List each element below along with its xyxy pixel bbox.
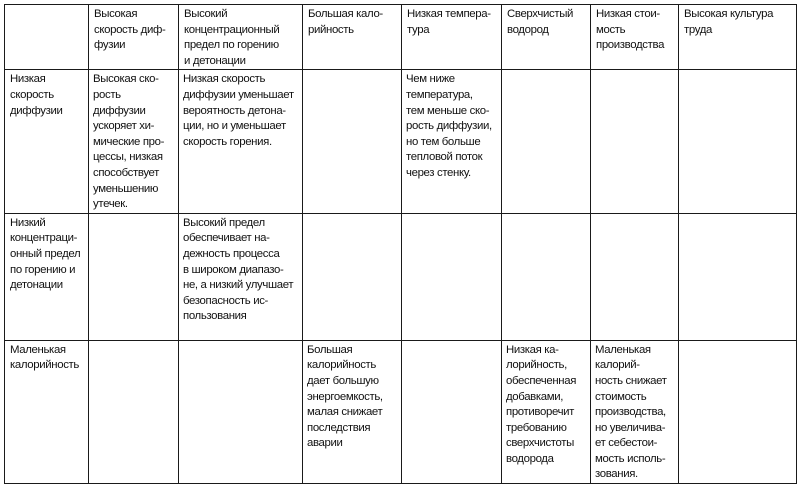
column-header [591, 5, 679, 70]
cell-text: Высокий предел обеспечивает на- дежность процесса в широком диапазо- не, а низкий улучшает безопасность ис- пользования [183, 216, 294, 323]
table-cell [179, 340, 303, 483]
table-cell [502, 213, 591, 340]
table-cell [591, 70, 679, 213]
column-header-text: Высокая культура труда [684, 8, 774, 36]
column-header [303, 5, 402, 70]
cell-text: Высокая ско- рость диффузии ускоряет хи- мические про- цессы, низкая способствует уменьшению утечек. [93, 73, 165, 211]
column-header-text: Высокий концентрационный предел по горению и детонации [184, 8, 280, 67]
table-cell [502, 70, 591, 213]
corner-cell [5, 5, 89, 70]
table-cell [89, 213, 179, 340]
table-row [5, 340, 797, 483]
table-cell [502, 340, 591, 483]
table-cell [89, 70, 179, 213]
table-row [5, 70, 797, 213]
cell-text: Большая калорийность дает большую энергоемкость, малая снижает последствия аварии [307, 343, 383, 450]
table-cell [179, 70, 303, 213]
table-row [5, 213, 797, 340]
table-cell [679, 340, 797, 483]
row-header-text: Низкий концентраци- онный предел по горению и детонации [10, 216, 81, 292]
table-cell [591, 213, 679, 340]
table-cell [679, 213, 797, 340]
table-cell [402, 213, 502, 340]
row-header-text: Маленькая калорийность [10, 343, 80, 372]
column-header [679, 5, 797, 70]
table-cell [179, 213, 303, 340]
column-header-text: Высокая скорость диф- фузии [94, 8, 166, 52]
table-cell [303, 340, 402, 483]
cell-text: Низкая ка- лорийность, обеспеченная добавками, противоречит требованию сверхчистоты водорода [506, 343, 577, 465]
table-cell [303, 70, 402, 213]
cell-text: Чем ниже температура, тем меньше ско- рость диффузии, но тем больше тепловой поток через стенку. [406, 73, 492, 179]
column-header-text: Низкая стои- мость производства [596, 8, 665, 52]
table-cell [402, 340, 502, 483]
table-cell [303, 213, 402, 340]
table-cell [402, 70, 502, 213]
cell-text: Низкая скорость диффузии уменьшает вероятность детона- ции, но и уменьшает скорость горения. [183, 73, 294, 148]
row-header [5, 70, 89, 213]
cell-text: Маленькая калорий- ность снижает стоимость производства, но увеличива- ет себестои- мость исполь- зования. [595, 343, 667, 481]
table-cell [591, 340, 679, 483]
column-header-text: Большая кало- рийность [308, 8, 383, 36]
row-header [5, 340, 89, 483]
row-header-text: Низкая скорость диффузии [10, 73, 63, 117]
column-header [89, 5, 179, 70]
column-header-text: Низкая темпера- тура [407, 8, 491, 36]
column-header [179, 5, 303, 70]
header-row [5, 5, 797, 70]
comparison-matrix-table [4, 4, 797, 484]
column-header [402, 5, 502, 70]
row-header [5, 213, 89, 340]
column-header [502, 5, 591, 70]
column-header-text: Сверхчистый водород [507, 8, 574, 36]
table-cell [89, 340, 179, 483]
table-cell [679, 70, 797, 213]
